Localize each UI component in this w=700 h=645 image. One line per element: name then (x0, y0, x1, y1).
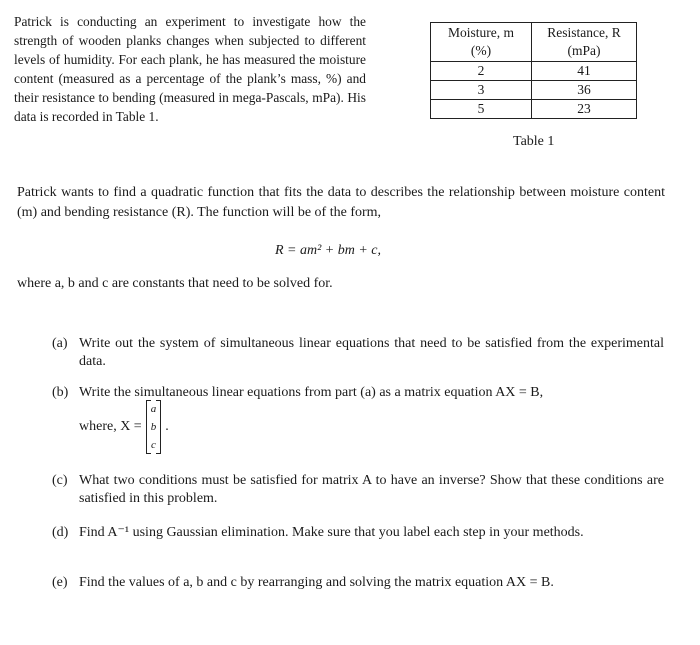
cell-resistance: 23 (532, 100, 637, 119)
header-moisture-line1: Moisture, m (448, 25, 514, 40)
part-a (52, 335, 664, 371)
matrix-entry: c (151, 439, 156, 451)
cell-moisture: 2 (431, 62, 532, 81)
quadratic-equation: R = am² + bm + c, (275, 243, 382, 258)
cell-moisture: 3 (431, 81, 532, 100)
cell-resistance: 36 (532, 81, 637, 100)
matrix-x-definition (79, 398, 169, 456)
part-c-label: (c) (52, 473, 68, 488)
table-row (431, 81, 637, 100)
part-b-text: Write the simultaneous linear equations from part (a) as a matrix equation AX = B, (79, 385, 544, 400)
part-b-label: (b) (52, 385, 69, 400)
matrix-entry: b (150, 421, 157, 433)
part-c-text: What two conditions must be satisfied for matrix A to have an inverse? Show that these conditions are satisfied in this problem. (79, 473, 664, 506)
data-table (430, 22, 637, 119)
part-e (52, 574, 664, 592)
cell-moisture: 5 (431, 100, 532, 119)
table-caption: Table 1 (513, 134, 555, 149)
part-e-label: (e) (52, 575, 68, 590)
table-row (431, 62, 637, 81)
header-resistance (532, 23, 637, 62)
cell-resistance: 41 (532, 62, 637, 81)
part-c (52, 472, 664, 508)
table-header-row (431, 23, 637, 62)
part-a-label: (a) (52, 336, 68, 351)
part-a-text: Write out the system of simultaneous linear equations that need to be satisfied from the experimental data. (79, 336, 664, 369)
header-moisture-line2: (%) (470, 43, 492, 58)
part-d (52, 524, 664, 542)
intro-paragraph: Patrick is conducting an experiment to investigate how the strength of wooden planks changes when subjected to different levels of humidity. For each plank, he has measured the moisture content (measured as a percentage of the plank’s mass, %) and their resistance to bending (measured in mega-Pascals, mPa). His data is recorded in Table 1. (14, 14, 366, 124)
problem-paragraph: Patrick wants to find a quadratic function that fits the data to describes the relationship between moisture content (m) and bending resistance (R). The function will be of the form, (17, 185, 665, 220)
part-d-text: Find A⁻¹ using Gaussian elimination. Make sure that you label each step in your methods. (79, 525, 584, 540)
constants-note: where a, b and c are constants that need to be solved for. (17, 276, 333, 291)
matrix-period: . (165, 419, 169, 434)
header-resistance-line1: Resistance, R (547, 25, 621, 40)
matrix-entry: a (150, 403, 157, 415)
matrix-where-label: where, X = (79, 419, 142, 434)
part-e-text: Find the values of a, b and c by rearranging and solving the matrix equation AX = B. (79, 575, 554, 590)
header-moisture (431, 23, 532, 62)
matrix-x (146, 400, 162, 454)
table-row (431, 100, 637, 119)
part-d-label: (d) (52, 525, 69, 540)
header-resistance-line2: (mPa) (567, 43, 601, 58)
